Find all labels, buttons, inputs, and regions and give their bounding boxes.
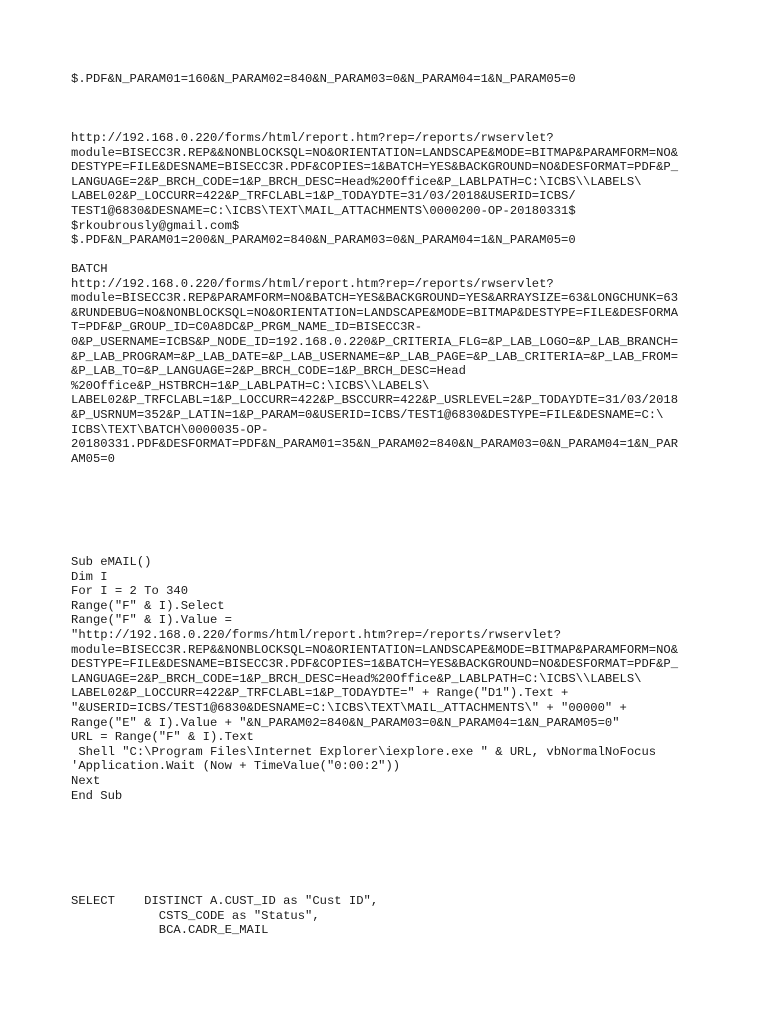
text-line: Range("E" & I).Value + "&N_PARAM02=840&N_PARAM03=0&N_PARAM04=1&N_PARAM05=0" [71,715,620,730]
text-line: Shell "C:\Program Files\Internet Explorer\iexplore.exe " & URL, vbNormalNoFocus [71,744,657,759]
text-line: "&USERID=ICBS/TEST1@6830&DESNAME=C:\ICBS\TEXT\MAIL_ATTACHMENTS\" + "00000" + [71,700,627,715]
document-page [71,72,701,938]
url-fragment-block-1 [71,72,576,87]
text-line: 'Application.Wait (Now + TimeValue("0:00:2")) [71,759,401,774]
text-line: 20180331.PDF&DESFORMAT=PDF&N_PARAM01=35&N_PARAM02=840&N_PARAM03=0&N_PARAM04=1&N_PAR [71,437,679,452]
text-line: $.PDF&N_PARAM01=160&N_PARAM02=840&N_PARAM03=0&N_PARAM04=1&N_PARAM05=0 [71,72,576,86]
text-line: LANGUAGE=2&P_BRCH_CODE=1&P_BRCH_DESC=Head%20Office&P_LABLPATH=C:\ICBS\\LABELS\ [71,671,642,686]
text-line: Dim I [71,569,108,584]
text-line: CSTS_CODE as "Status", [71,908,320,923]
text-line: LABEL02&P_LOCCURR=422&P_TRFCLABL=1&P_TODAYDTE=" + Range("D1").Text + [71,686,569,701]
text-line: Sub eMAIL() [71,555,152,569]
text-line: TEST1@6830&DESNAME=C:\ICBS\TEXT\MAIL_ATTACHMENTS\0000200-OP-20180331$ [71,203,576,218]
text-line: End Sub [71,788,123,803]
text-line: 0&P_USERNAME=ICBS&P_NODE_ID=192.168.0.220&P_CRITERIA_FLG=&P_LAB_LOGO=&P_LAB_BRANCH= [71,334,679,349]
text-line: T=PDF&P_GROUP_ID=C0A8DC&P_PRGM_NAME_ID=BISECC3R- [71,320,423,335]
text-line: "http://192.168.0.220/forms/html/report.htm?rep=/reports/rwservlet? [71,627,562,642]
text-line: $rkoubrously@gmail.com$ [71,218,240,233]
text-line: http://192.168.0.220/forms/html/report.htm?rep=/reports/rwservlet? [71,276,554,291]
text-line: Range("F" & I).Value = [71,613,232,628]
text-line: BCA.CADR_E_MAIL [71,923,269,938]
text-line: module=BISECC3R.REP&&NONBLOCKSQL=NO&ORIENTATION=LANDSCAPE&MODE=BITMAP&PARAMFORM=NO& [71,145,679,160]
text-line: &P_LAB_TO=&P_LANGUAGE=2&P_BRCH_CODE=1&P_BRCH_DESC=Head [71,364,466,379]
text-line: SELECT DISTINCT A.CUST_ID as "Cust ID", [71,894,379,908]
text-line: URL = Range("F" & I).Text [71,730,254,745]
text-line: &P_LAB_PROGRAM=&P_LAB_DATE=&P_LAB_USERNAME=&P_LAB_PAGE=&P_LAB_CRITERIA=&P_LAB_FROM= [71,349,679,364]
text-line: DESTYPE=FILE&DESNAME=BISECC3R.PDF&COPIES=1&BATCH=YES&BACKGROUND=NO&DESFORMAT=PDF&P_ [71,657,679,672]
text-line: &RUNDEBUG=NO&NONBLOCKSQL=NO&ORIENTATION=LANDSCAPE&MODE=BITMAP&DESTYPE=FILE&DESFORMA [71,305,679,320]
text-line: LABEL02&P_TRFCLABL=1&P_LOCCURR=422&P_BSCCURR=422&P_USRLEVEL=2&P_TODAYDTE=31/03/2018 [71,393,679,408]
report-url-block-2 [71,131,678,248]
text-line: module=BISECC3R.REP&&NONBLOCKSQL=NO&ORIENTATION=LANDSCAPE&MODE=BITMAP&PARAMFORM=NO& [71,642,679,657]
sql-query-block-5 [71,894,378,938]
text-line: BATCH [71,262,108,276]
text-line: AM05=0 [71,451,115,466]
text-line: %20Office&P_HSTBRCH=1&P_LABLPATH=C:\ICBS\\LABELS\ [71,378,430,393]
text-line: &P_USRNUM=352&P_LATIN=1&P_PARAM=0&USERID=ICBS/TEST1@6830&DESTYPE=FILE&DESNAME=C:\ [71,407,664,422]
text-line: module=BISECC3R.REP&PARAMFORM=NO&BATCH=YES&BACKGROUND=YES&ARRAYSIZE=63&LONGCHUNK=63 [71,291,679,306]
text-line: LANGUAGE=2&P_BRCH_CODE=1&P_BRCH_DESC=Head%20Office&P_LABLPATH=C:\ICBS\\LABELS\ [71,174,642,189]
text-line: ICBS\TEXT\BATCH\0000035-OP- [71,422,269,437]
text-line: LABEL02&P_LOCCURR=422&P_TRFCLABL=1&P_TODAYDTE=31/03/2018&USERID=ICBS/ [71,189,576,204]
batch-url-block-3 [71,262,678,466]
vba-macro-block-4 [71,555,678,803]
text-line: Range("F" & I).Select [71,598,225,613]
text-line: $.PDF&N_PARAM01=200&N_PARAM02=840&N_PARAM03=0&N_PARAM04=1&N_PARAM05=0 [71,233,576,248]
text-line: http://192.168.0.220/forms/html/report.htm?rep=/reports/rwservlet? [71,131,554,145]
text-line: DESTYPE=FILE&DESNAME=BISECC3R.PDF&COPIES=1&BATCH=YES&BACKGROUND=NO&DESFORMAT=PDF&P_ [71,160,679,175]
text-line: For I = 2 To 340 [71,584,189,599]
text-line: Next [71,773,101,788]
